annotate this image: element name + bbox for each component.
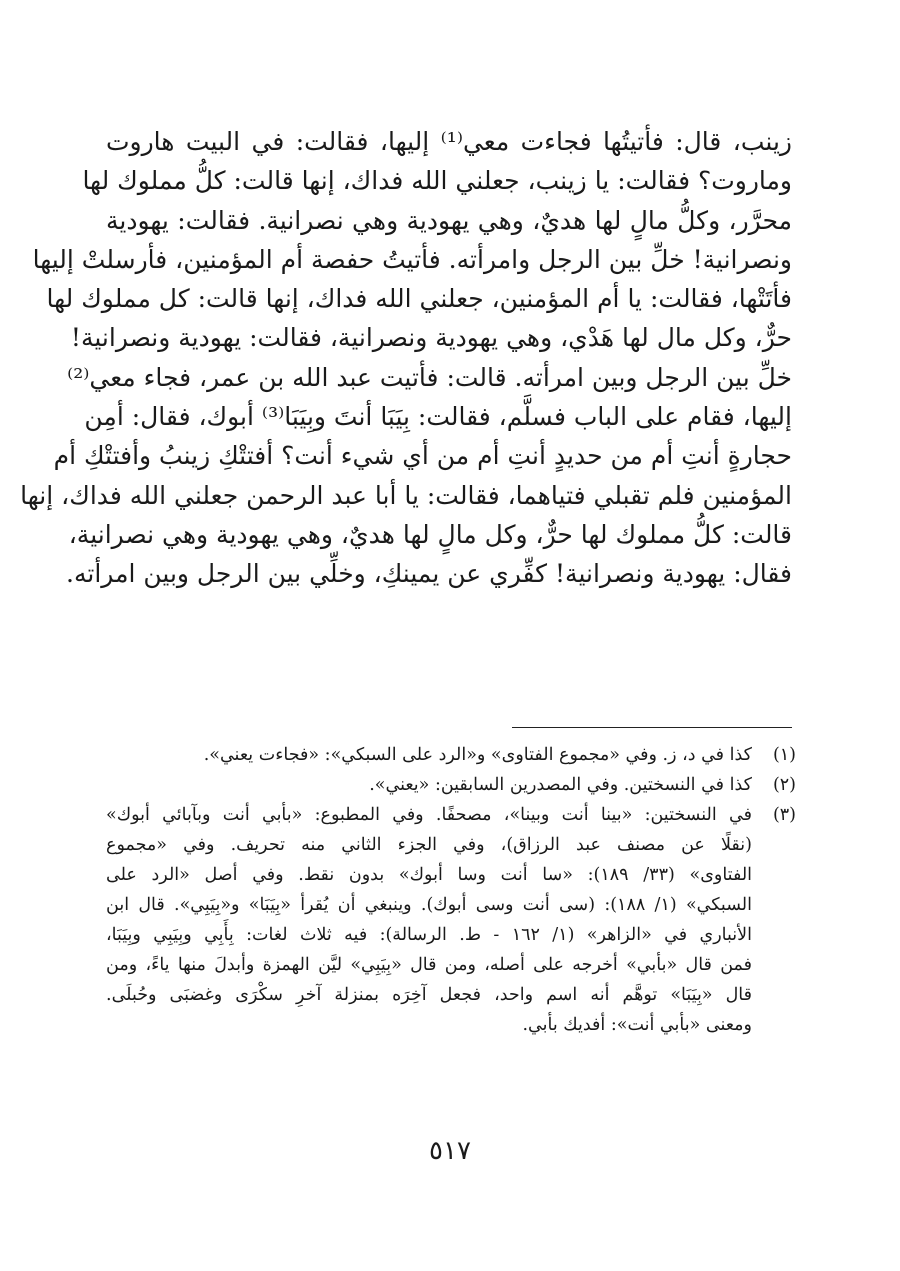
footnote-number: (١) (772, 745, 796, 765)
text-line: خلِّ بين الرجل وبين امرأته. قالت: فأتيت عبد الله بن عمر، فجاء معي⁽²⁾ (67, 362, 792, 392)
footnote-1 (106, 740, 796, 770)
footnote-line: ومعنى «بأبي أنت»: أفديك بأبي. (522, 1015, 752, 1035)
text-line: المؤمنين فلم تقبلي فتياهما، فقالت: يا أبا عبد الرحمن جعلني الله فداك، إنها (20, 480, 792, 510)
footnote-line: كذا في د، ز. وفي «مجموع الفتاوى» و«الرد على السبكي»: «فجاءت يعني». (203, 745, 752, 765)
footnote-line: في النسختين: «بينا أنت وبينا»، مصحفًا. وفي المطبوع: «بأبي أنت وبآبائي أبوك» (106, 805, 752, 825)
text-line: ونصرانية! خلِّ بين الرجل وامرأته. فأتيتُ حفصة أم المؤمنين، فأرسلتْ إليها (32, 244, 792, 274)
footnote-line: السبكي» (١/ ١٨٨): (سى أنت وسى أبوك). وينبغي أن يُقرأ «بِيَبَا» و«بِيَبِي». قال ابن (106, 895, 752, 915)
page-number: ٥١٧ (429, 1136, 471, 1166)
footnote-line: الأنباري في «الزاهر» (١/ ١٦٢ - ط. الرسالة): فيه ثلاث لغات: بِأَبِي وبِيَبِي وبِيَبَا، (106, 925, 752, 945)
text-line: قالت: كلُّ مملوك لها حرٌّ، وكل مالٍ لها هديٌ، وهي يهودية وهي نصرانية، (68, 519, 792, 549)
footnote-line: الفتاوى» (٣٣/ ١٨٩): «سا أنت وسا أبوك» بدون نقط. وفي أصل «الرد على (106, 865, 753, 885)
footnote-line: قال «بِيَبَا» توهَّم أنه اسم واحد، فجعل آخِرَه بمنزلة آخرِ سكْرَى وغضبَى وحُبلَى. (106, 985, 752, 1005)
text-line: حجارةٍ أنتِ أم من حديدٍ أنتِ أم من أي شيء أنت؟ أفتتْكِ زينبُ وأفتتْكِ أم (53, 441, 792, 471)
footnote-line: (نقلًا عن مصنف عبد الرزاق)، وفي الجزء الثاني منه تحريف. وفي «مجموع (106, 835, 752, 855)
footnote-text (106, 770, 752, 800)
footnote-number: (٣) (772, 805, 796, 825)
text-line: حرٌّ، وكل مال لها هَدْي، وهي يهودية ونصرانية، فقالت: يهودية ونصرانية! (70, 323, 792, 353)
footnote-text (106, 800, 752, 1040)
footnote-2 (106, 770, 796, 800)
footnote-number: (٢) (772, 775, 796, 795)
footnote-separator (512, 727, 792, 728)
footnote-line: فمن قال «بأبي» أخرجه على أصله، ومن قال «بِيَبِي» ليَّن الهمزة وأبدلَ منها ياءً، ومن (106, 955, 752, 975)
footnote-line: كذا في النسختين. وفي المصدرين السابقين: «يعني». (369, 775, 752, 795)
footnote-text (106, 740, 752, 770)
text-line: فأتَتْها، فقالت: يا أم المؤمنين، جعلني الله فداك، إنها قالت: كل مملوك لها (46, 284, 792, 314)
text-line: إليها، فقام على الباب فسلَّم، فقالت: بِيَبَا أنتَ وبِيَبَا⁽³⁾ أبوك، فقال: أمِن (84, 402, 792, 432)
footnotes (106, 740, 796, 1040)
footnote-3 (106, 800, 796, 1040)
text-line: فقال: يهودية ونصرانية! كفِّري عن يمينكِ، وخلِّي بين الرجل وبين امرأته. (66, 559, 792, 589)
text-line: زينب، قال: فأتيتُها فجاءت معي⁽¹⁾ إليها، فقالت: في البيت هاروت (106, 127, 792, 156)
text-line: وماروت؟ فقالت: يا زينب، جعلني الله فداك، إنها قالت: كلُّ مملوك لها (82, 166, 792, 196)
text-line: محرَّر، وكلُّ مالٍ لها هديٌ، وهي يهودية وهي نصرانية. فقالت: يهودية (106, 205, 792, 235)
main-text (20, 122, 792, 594)
